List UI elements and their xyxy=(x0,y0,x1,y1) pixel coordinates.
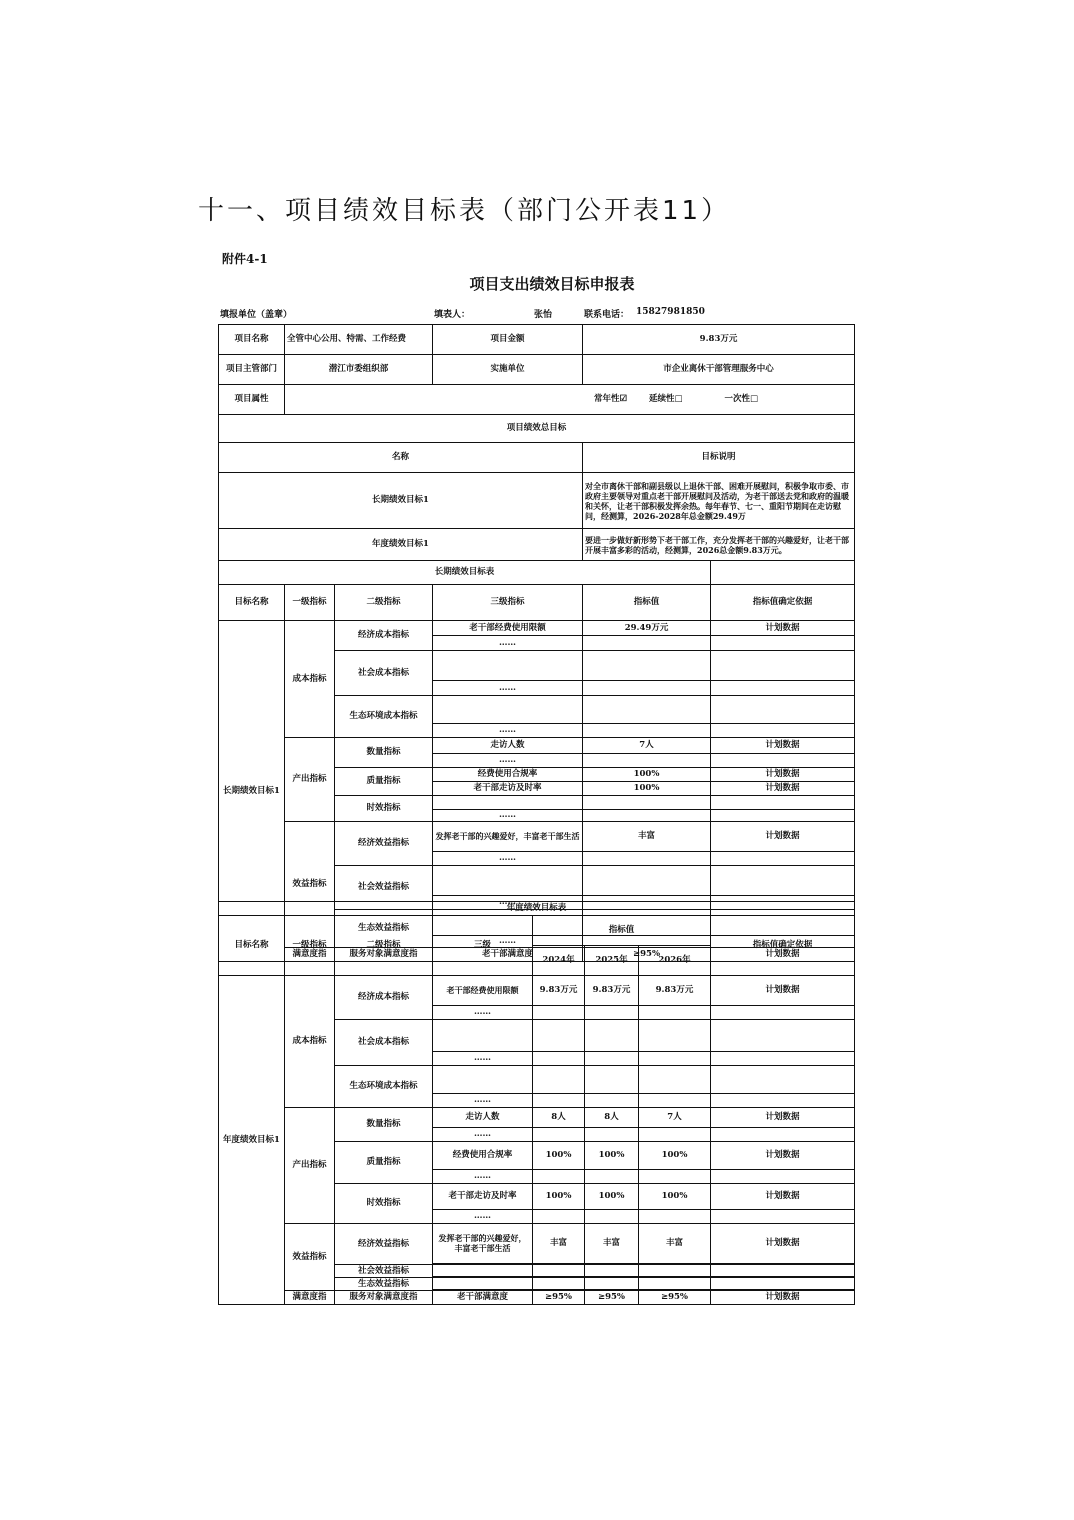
annual-benefit-2024: 丰富 xyxy=(533,1224,585,1264)
long-social-benefit-dots: …… xyxy=(433,896,583,910)
long-benefit-value: 丰富 xyxy=(583,822,711,852)
annual-header-l2: 二级指标 xyxy=(335,916,433,976)
long-benefit-basis: 计划数据 xyxy=(711,822,855,852)
long-eco-dots: …… xyxy=(433,724,583,738)
annual-cost-l1: 成本指标 xyxy=(285,976,335,1108)
phone-label: 联系电话： xyxy=(584,310,630,320)
long-goal-desc: 对全市离休干部和副县级以上退休干部、困难开展慰问，积极争取市委、市政府主要领导对重点老干部开展慰问及活动，为老干部送去党和政府的温暖和关怀，让老干部积极发挥余热。每年春节、七一、重阳节期间在走访慰问，经测算，2026-2028年总金额29.49万 xyxy=(583,473,855,529)
long-visit-dots: …… xyxy=(433,754,583,768)
long-goal-name: 长期绩效目标1 xyxy=(219,621,285,962)
long-quality-value: 100% xyxy=(583,768,711,782)
long-time-item: 老干部走访及时率 xyxy=(433,782,583,796)
annual-output-l1: 产出指标 xyxy=(285,1108,335,1224)
annual-benefit-item: 发挥老干部的兴趣爱好，丰富老干部生活 xyxy=(433,1224,533,1264)
annual-time-2026: 100% xyxy=(639,1184,711,1210)
long-satisfaction-l1: 满意度指 xyxy=(285,948,335,962)
annual-visit-item: 走访人数 xyxy=(433,1108,533,1128)
annual-time-item: 老干部走访及时率 xyxy=(433,1184,533,1210)
annual-header-goal: 目标名称 xyxy=(219,916,285,976)
overall-name-header: 名称 xyxy=(219,443,583,473)
annual-benefit-l1: 效益指标 xyxy=(285,1224,335,1291)
annual-quality-2026: 100% xyxy=(639,1142,711,1170)
long-header-goal: 目标名称 xyxy=(219,585,285,621)
annual-visit-2026: 7人 xyxy=(639,1108,711,1128)
annual-eco-cost: 生态环境成本指标 xyxy=(335,1066,433,1108)
annual-sat-2026: ≥95% xyxy=(639,1291,711,1305)
annual-cost-item: 老干部经费使用限额 xyxy=(433,976,533,1006)
overall-section-title: 项目绩效总目标 xyxy=(219,415,855,443)
long-visit-basis: 计划数据 xyxy=(711,738,855,754)
long-quality-basis: 计划数据 xyxy=(711,768,855,782)
annual-cost-2026: 9.83万元 xyxy=(639,976,711,1006)
long-cost-value: 29.49万元 xyxy=(583,621,711,636)
long-sat-item: 老干部满意度 xyxy=(433,948,583,962)
long-benefit-item: 发挥老干部的兴趣爱好，丰富老干部生活 xyxy=(433,822,583,852)
annual-cost-dots: …… xyxy=(433,1006,533,1020)
long-table-title-blank xyxy=(711,561,855,585)
annual-eco-benefit: 生态效益指标 xyxy=(335,1278,433,1291)
long-service-satisfaction: 服务对象满意度指 xyxy=(335,948,433,962)
annual-goal-label: 年度绩效目标1 xyxy=(219,529,583,561)
long-benefit-dots: …… xyxy=(433,852,583,866)
annual-time-2025: 100% xyxy=(585,1184,639,1210)
long-quality: 质量指标 xyxy=(335,768,433,796)
long-quantity: 数量指标 xyxy=(335,738,433,768)
filler-name: 张怡 xyxy=(534,310,553,320)
annual-quality: 质量指标 xyxy=(335,1142,433,1184)
annual-service-satisfaction: 服务对象满意度指 xyxy=(335,1291,433,1305)
annual-sat-basis: 计划数据 xyxy=(711,1291,855,1305)
annual-table-title: 年度绩效目标表 xyxy=(219,902,855,916)
attr-once: 一次性□ xyxy=(724,394,759,405)
annual-quality-basis: 计划数据 xyxy=(711,1142,855,1170)
annual-year-2025: 2025年 xyxy=(585,946,639,976)
long-time-basis: 计划数据 xyxy=(711,782,855,796)
annual-visit-2025: 8人 xyxy=(585,1108,639,1128)
annual-year-2024: 2024年 xyxy=(533,946,585,976)
annual-header-l1: 一级指标 xyxy=(285,916,335,976)
phone-number: 15827981850 xyxy=(636,307,705,317)
annual-sat-2024: ≥95% xyxy=(533,1291,585,1305)
annual-quality-item: 经费使用合规率 xyxy=(433,1142,533,1170)
annual-year-2026: 2026年 xyxy=(639,946,711,976)
long-header-l1: 一级指标 xyxy=(285,585,335,621)
dept-value: 潜江市委组织部 xyxy=(285,355,433,385)
attr-annual: 常年性☑ xyxy=(593,394,628,405)
project-amount-label: 项目金额 xyxy=(433,325,583,355)
annual-quality-2025: 100% xyxy=(585,1142,639,1170)
annual-time-dots: …… xyxy=(433,1210,533,1224)
annual-econ-benefit: 经济效益指标 xyxy=(335,1224,433,1265)
long-cost-basis: 计划数据 xyxy=(711,621,855,636)
long-social-cost: 社会成本指标 xyxy=(335,651,433,696)
annual-cost-2025: 9.83万元 xyxy=(585,976,639,1006)
annual-benefit-2025: 丰富 xyxy=(585,1224,639,1264)
long-eco-benefit-dots: …… xyxy=(433,936,583,948)
long-sat-value: ≥95% xyxy=(583,948,711,962)
long-social-benefit: 社会效益指标 xyxy=(335,866,433,910)
long-cost-dots: …… xyxy=(433,636,583,651)
annual-quality-2024: 100% xyxy=(533,1142,585,1170)
annual-visit-basis: 计划数据 xyxy=(711,1108,855,1128)
long-eco-cost: 生态环境成本指标 xyxy=(335,696,433,738)
long-timeliness: 时效指标 xyxy=(335,796,433,822)
long-social-dots: …… xyxy=(433,681,583,696)
unit-label: 填报单位（盖章） xyxy=(220,310,293,320)
long-cost-item: 老干部经费使用限额 xyxy=(433,621,583,636)
long-output-l1: 产出指标 xyxy=(285,738,335,822)
annual-goal-desc: 要进一步做好新形势下老干部工作，充分发挥老干部的兴趣爱好，让老干部开展丰富多彩的活动，经测算，2026总金额9.83万元。 xyxy=(583,529,855,561)
long-header-basis: 指标值确定依据 xyxy=(711,585,855,621)
long-table-title: 长期绩效目标表 xyxy=(219,561,711,585)
annex-label: 附件4-1 xyxy=(222,252,268,266)
filler-label: 填表人： xyxy=(434,310,471,320)
annual-benefit-basis: 计划数据 xyxy=(711,1224,855,1264)
annual-quality-dots: …… xyxy=(433,1170,533,1184)
annual-quantity: 数量指标 xyxy=(335,1108,433,1142)
long-visit-item: 走访人数 xyxy=(433,738,583,754)
annual-social-cost: 社会成本指标 xyxy=(335,1020,433,1066)
long-cost-l1: 成本指标 xyxy=(285,621,335,738)
annual-goal-name: 年度绩效目标1 xyxy=(219,976,285,1305)
long-econ-benefit: 经济效益指标 xyxy=(335,822,433,866)
project-name-label: 项目名称 xyxy=(219,325,285,355)
long-eco-benefit: 生态效益指标 xyxy=(335,910,433,948)
long-header-l3: 三级指标 xyxy=(433,585,583,621)
annual-header-value: 指标值 xyxy=(533,916,711,946)
page-heading: 十一、项目绩效目标表（部门公开表11） xyxy=(198,196,731,226)
long-quality-item: 经费使用合规率 xyxy=(433,768,583,782)
annual-header-basis: 指标值确定依据 xyxy=(711,916,855,976)
annual-visit-dots: …… xyxy=(433,1128,533,1142)
project-name-value: 全管中心公用、特需、工作经费 xyxy=(285,325,433,355)
long-goal-label: 长期绩效目标1 xyxy=(219,473,583,529)
annual-satisfaction-l1: 满意度指 xyxy=(285,1291,335,1305)
attr-options xyxy=(285,385,855,415)
long-econ-cost: 经济成本指标 xyxy=(335,621,433,651)
overall-desc-header: 目标说明 xyxy=(583,443,855,473)
annual-social-benefit: 社会效益指标 xyxy=(335,1265,433,1278)
annual-visit-2024: 8人 xyxy=(533,1108,585,1128)
attr-continuing: 延续性□ xyxy=(649,394,683,405)
annual-eco-dots: …… xyxy=(433,1094,533,1108)
annual-sat-2025: ≥95% xyxy=(585,1291,639,1305)
annual-timeliness: 时效指标 xyxy=(335,1184,433,1224)
long-header-l2: 二级指标 xyxy=(335,585,433,621)
dept-label: 项目主管部门 xyxy=(219,355,285,385)
long-header-value: 指标值 xyxy=(583,585,711,621)
annual-econ-cost: 经济成本指标 xyxy=(335,976,433,1020)
form-table-top xyxy=(218,324,855,962)
long-time-value: 100% xyxy=(583,782,711,796)
long-visit-value: 7人 xyxy=(583,738,711,754)
long-time-dots: …… xyxy=(433,810,583,822)
annual-time-basis: 计划数据 xyxy=(711,1184,855,1210)
long-sat-basis: 计划数据 xyxy=(711,948,855,962)
annual-cost-2024: 9.83万元 xyxy=(533,976,585,1006)
annual-social-dots: …… xyxy=(433,1052,533,1066)
annual-benefit-2026: 丰富 xyxy=(639,1224,711,1264)
impl-value: 市企业离休干部管理服务中心 xyxy=(583,355,855,385)
attr-label: 项目属性 xyxy=(219,385,285,415)
annual-header-l3: 三级 xyxy=(433,916,533,976)
impl-label: 实施单位 xyxy=(433,355,583,385)
annual-cost-basis: 计划数据 xyxy=(711,976,855,1006)
annual-table xyxy=(218,901,855,1305)
project-amount-value: 9.83万元 xyxy=(583,325,855,355)
long-benefit-l1: 效益指标 xyxy=(285,822,335,948)
form-title: 项目支出绩效目标申报表 xyxy=(469,275,635,293)
annual-sat-item: 老干部满意度 xyxy=(433,1291,533,1305)
annual-time-2024: 100% xyxy=(533,1184,585,1210)
